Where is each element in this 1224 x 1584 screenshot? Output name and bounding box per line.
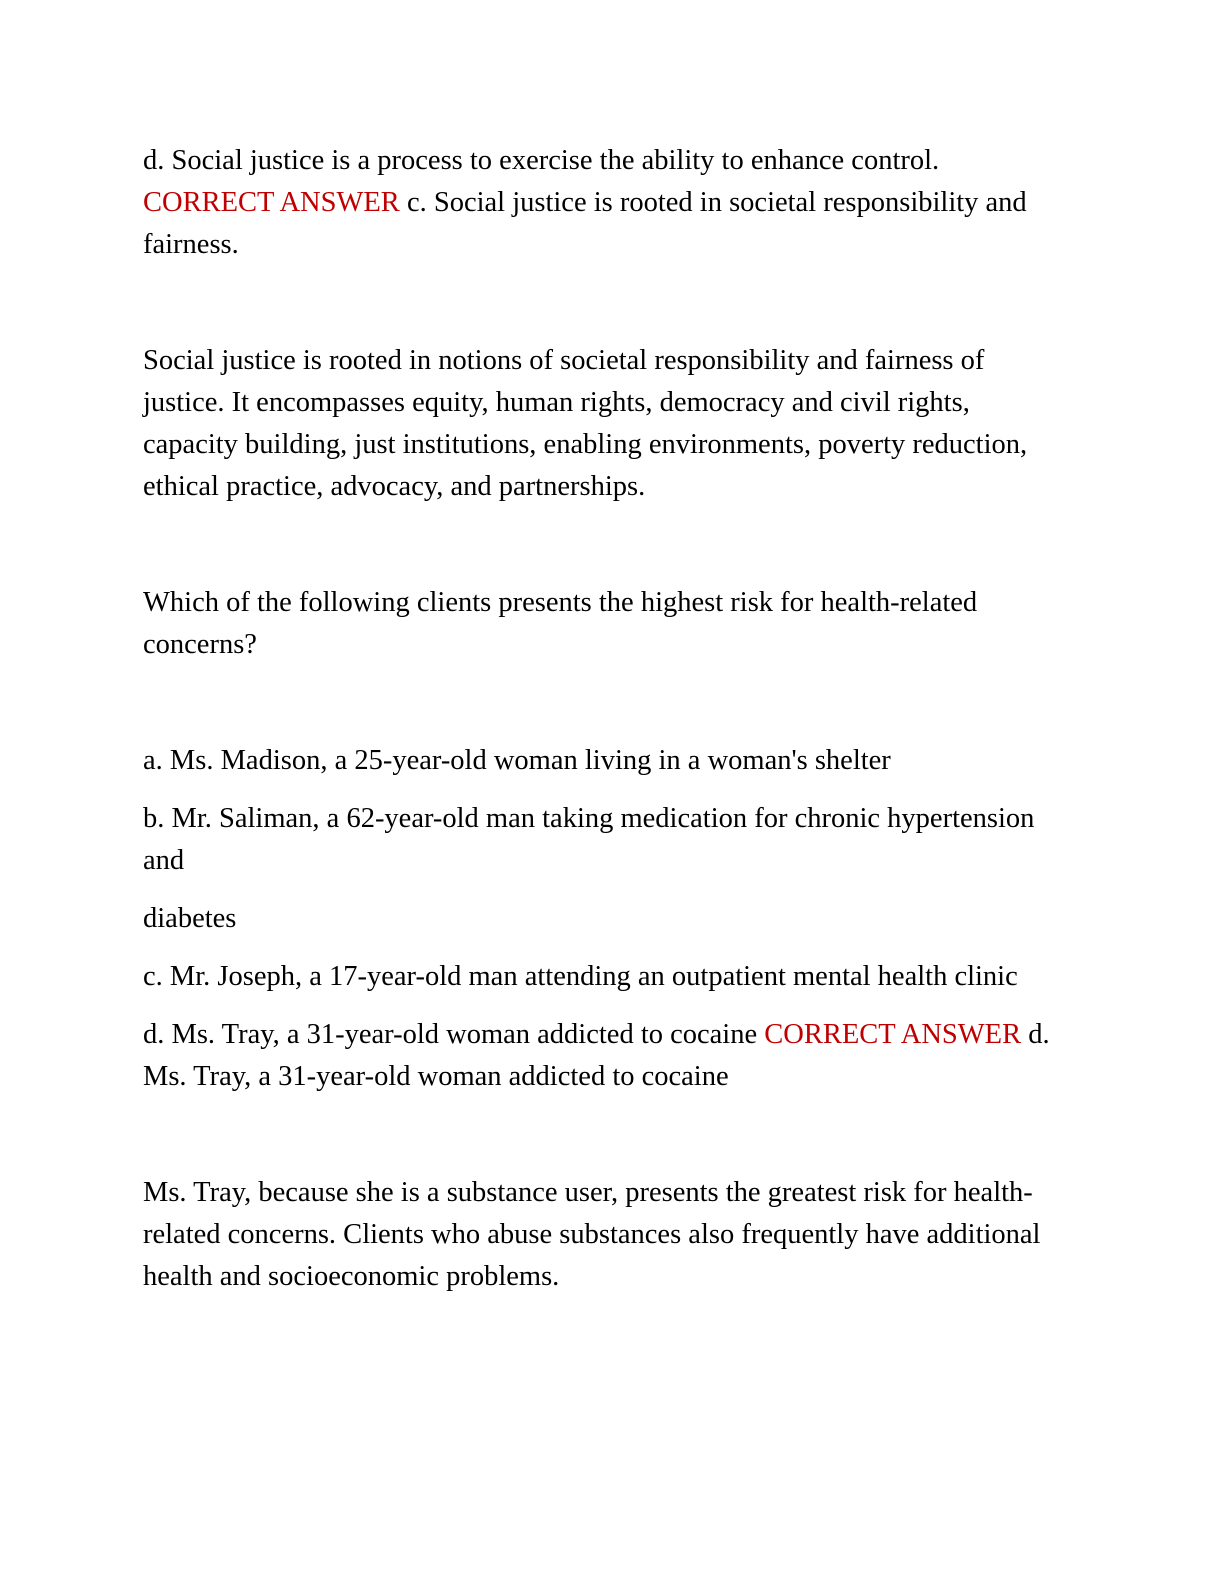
option-d-text: d. Social justice is a process to exercise the ability to enhance control. [143, 145, 940, 176]
correct-answer-text: c. Social justice is rooted in societal responsibility and fairness. [143, 187, 1027, 260]
option-b: b. Mr. Saliman, a 62-year-old man taking medication for chronic hypertension and [143, 803, 1035, 876]
option-d [143, 1014, 1053, 1098]
option-c: c. Mr. Joseph, a 17-year-old man attending an outpatient mental health clinic [143, 961, 1018, 992]
document-page [143, 140, 1053, 1298]
correct-answer-marker: CORRECT ANSWER [143, 187, 400, 218]
option-d-label: d. Ms. Tray, a 31-year-old woman addicted to cocaine [143, 1019, 758, 1050]
option-b-continuation: diabetes [143, 903, 237, 934]
correct-answer-marker-2: CORRECT ANSWER [764, 1019, 1022, 1050]
previous-answer-paragraph [143, 140, 1053, 266]
correct-answer-text-2: d. Ms. Tray, a 31-year-old woman addicted to cocaine [143, 1019, 1050, 1092]
question-text: Which of the following clients presents the highest risk for health-related concerns? [143, 587, 978, 660]
option-a: a. Ms. Madison, a 25-year-old woman living in a woman's shelter [143, 745, 891, 776]
explanation-paragraph: Social justice is rooted in notions of societal responsibility and fairness of justice. It encompasses equity, human rights, democracy and civil rights, capacity building, just institutions, enabling environments, poverty reduction, ethical practice, advocacy, and partnerships. [143, 345, 1028, 502]
rationale-paragraph: Ms. Tray, because she is a substance user, presents the greatest risk for health-related concerns. Clients who abuse substances also frequently have additional health and socioeconomic problems. [143, 1177, 1041, 1292]
